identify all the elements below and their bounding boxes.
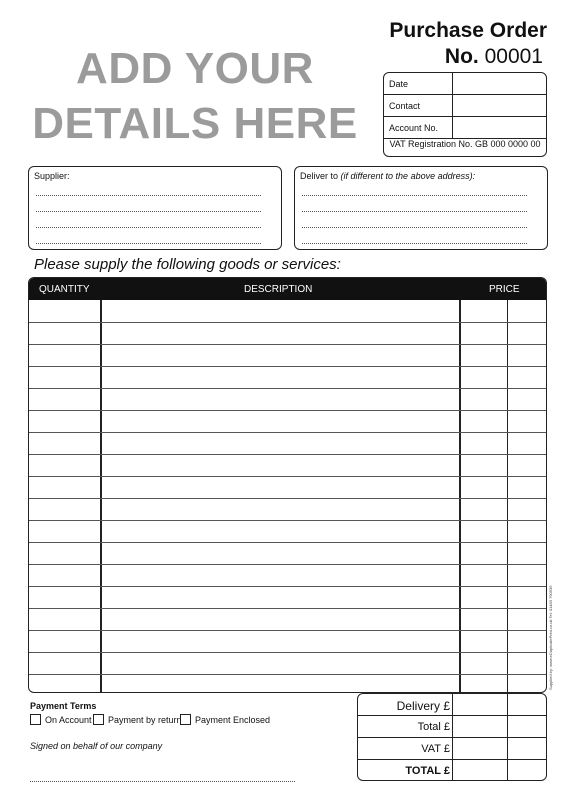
delivery-label: Delivery £	[396, 699, 450, 713]
payment-terms-title: Payment Terms	[30, 701, 97, 711]
order-table	[28, 277, 547, 693]
supplier-label: Supplier:	[34, 171, 70, 181]
table-row-line	[29, 432, 546, 433]
account-row	[384, 117, 546, 139]
table-row-line	[29, 498, 546, 499]
dotted-line	[302, 227, 527, 228]
payment-option-by-return[interactable]	[93, 714, 182, 725]
document-title: Purchase Order	[389, 19, 547, 42]
price-header: PRICE	[489, 284, 520, 295]
table-row-line	[29, 520, 546, 521]
date-field[interactable]	[452, 73, 547, 94]
table-row-line	[29, 366, 546, 367]
payment-option-label: On Account	[45, 715, 92, 725]
vat-registration: VAT Registration No. GB 000 0000 00	[389, 139, 541, 149]
table-row-line	[29, 630, 546, 631]
table-row-line	[29, 388, 546, 389]
dotted-line	[302, 211, 527, 212]
order-number-label: No.	[444, 45, 479, 68]
contact-row	[384, 95, 546, 117]
logo-line-2: DETAILS HERE	[32, 99, 358, 148]
supplier-box[interactable]	[28, 166, 282, 250]
payment-option-on-account[interactable]	[30, 714, 92, 725]
table-row-line	[29, 608, 546, 609]
payment-option-label: Payment Enclosed	[195, 715, 271, 725]
total-row[interactable]	[358, 716, 546, 738]
account-field[interactable]	[452, 117, 547, 138]
deliver-to-label	[300, 171, 475, 181]
dotted-line	[302, 243, 527, 244]
dotted-line	[36, 211, 261, 212]
supplier-side-note: Supplied by: www.eDuplicatePrint.co.uk Tel: 01483 790936	[548, 585, 553, 690]
checkbox[interactable]	[93, 714, 104, 725]
quantity-header: QUANTITY	[39, 284, 90, 295]
logo-line-1: ADD YOUR	[76, 44, 314, 93]
supply-heading: Please supply the following goods or services:	[34, 256, 341, 273]
vat-label: VAT £	[421, 743, 450, 755]
table-row-line	[29, 586, 546, 587]
table-row-line	[29, 564, 546, 565]
table-row-line	[29, 476, 546, 477]
table-row-line	[29, 674, 546, 675]
account-label: Account No.	[389, 123, 439, 133]
payment-option-enclosed[interactable]	[180, 714, 270, 725]
dotted-line	[36, 243, 261, 244]
grand-total-label: TOTAL £	[405, 765, 450, 777]
deliver-to-label-text: Deliver to	[300, 171, 339, 181]
delivery-row[interactable]	[358, 694, 546, 716]
contact-label: Contact	[389, 101, 421, 111]
deliver-to-box[interactable]	[294, 166, 548, 250]
column-divider	[100, 300, 102, 692]
vat-row[interactable]	[358, 738, 546, 760]
totals-box	[357, 693, 547, 781]
dotted-line	[302, 195, 527, 196]
description-header: DESCRIPTION	[244, 284, 313, 295]
total-label: Total £	[417, 721, 450, 733]
column-divider	[459, 300, 461, 692]
order-number-value: 00001	[484, 45, 543, 68]
column-divider	[507, 300, 508, 692]
signature-line[interactable]	[30, 781, 295, 782]
contact-field[interactable]	[452, 95, 547, 116]
table-row-line	[29, 542, 546, 543]
table-row-line	[29, 344, 546, 345]
dotted-line	[36, 195, 261, 196]
order-number	[445, 45, 543, 69]
grand-total-row[interactable]	[358, 760, 546, 781]
table-header	[29, 278, 546, 300]
table-row-line	[29, 322, 546, 323]
deliver-to-note: (if different to the above address):	[340, 171, 476, 181]
table-row-line	[29, 410, 546, 411]
date-label: Date	[389, 79, 409, 89]
dotted-line	[36, 227, 261, 228]
order-info-box	[383, 72, 547, 157]
checkbox[interactable]	[180, 714, 191, 725]
date-row	[384, 73, 546, 95]
signed-on-behalf-text: Signed on behalf of our company	[30, 741, 163, 751]
payment-option-label: Payment by return	[108, 715, 182, 725]
table-row-line	[29, 652, 546, 653]
table-row-line	[29, 454, 546, 455]
checkbox[interactable]	[30, 714, 41, 725]
